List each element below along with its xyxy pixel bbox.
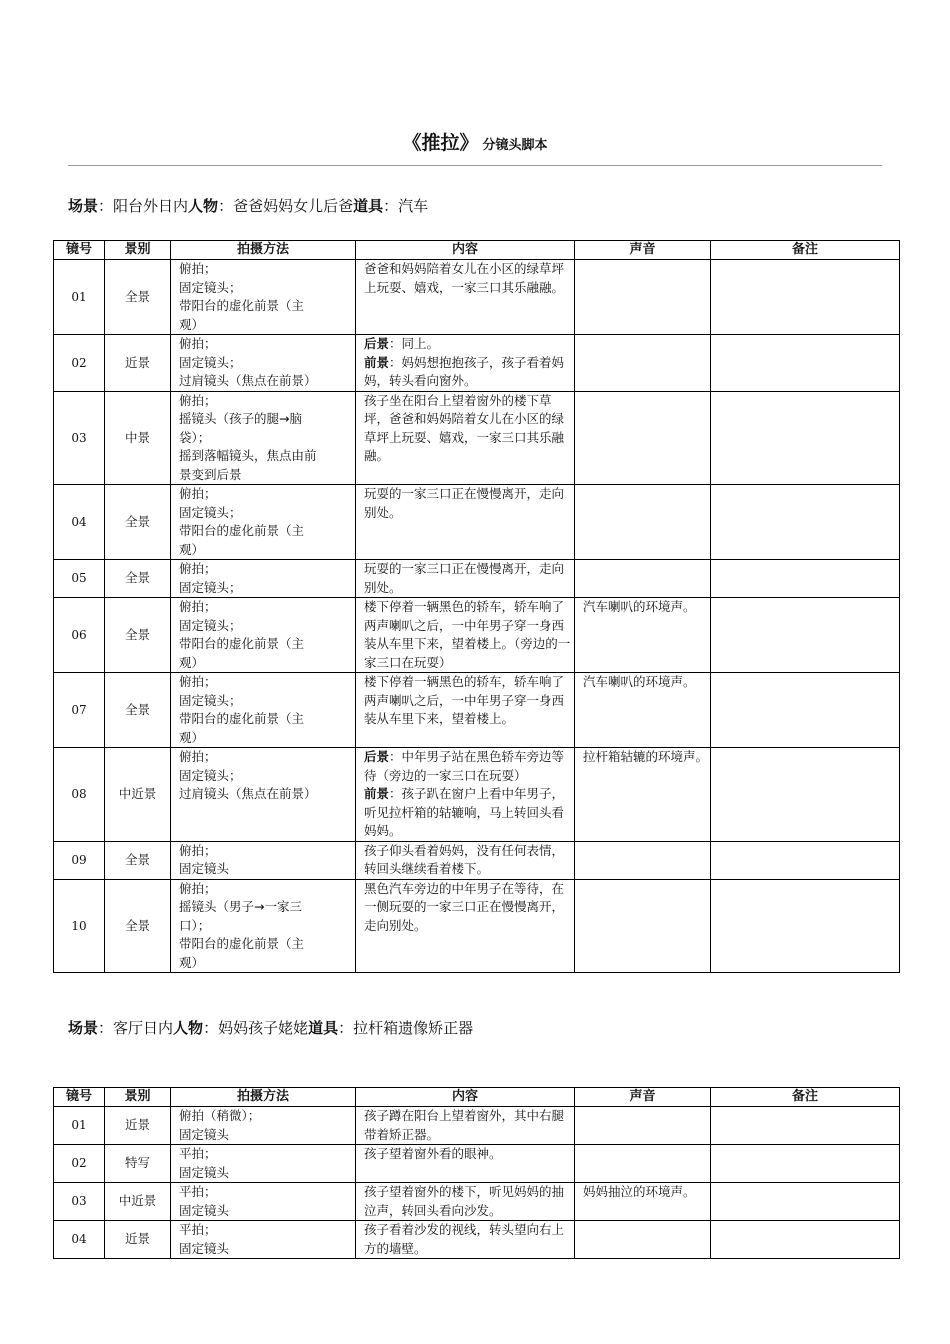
method-line: 观） (179, 954, 205, 970)
column-header: 内容 (356, 1088, 575, 1107)
shooting-method (171, 841, 356, 879)
shooting-method (171, 1221, 356, 1259)
shot-note (711, 391, 900, 485)
content-paragraph (364, 598, 572, 672)
method-line: 固定镜头 (179, 1240, 230, 1256)
shot-type: 全景 (105, 841, 171, 879)
content-text: 爸爸和妈妈陪着女儿在小区的绿草坪上玩耍、嬉戏，一家三口其乐融融。 (364, 261, 565, 295)
column-header: 声音 (575, 1088, 711, 1107)
method-line: 观） (179, 541, 205, 557)
props-sep: ： (383, 197, 399, 215)
shot-type: 中景 (105, 391, 171, 485)
table-row (54, 260, 900, 335)
table-row (54, 1221, 900, 1259)
shooting-method (171, 1183, 356, 1221)
shot-number: 04 (54, 485, 105, 560)
method-line: 固定镜头； (179, 617, 242, 633)
method-line: 俯拍； (179, 392, 217, 408)
method-line: 平拍； (179, 1222, 217, 1237)
table-row (54, 335, 900, 392)
shot-number: 03 (54, 391, 105, 485)
method-line: 过肩镜头（焦点在前景） (179, 786, 317, 801)
shot-content (356, 748, 575, 842)
people-label: 人物 (188, 197, 219, 215)
title-sub: 分镜头脚本 (482, 138, 548, 153)
column-header: 备注 (711, 1088, 900, 1107)
shot-number: 07 (54, 673, 105, 748)
content-text: 孩子望着窗外看的眼神。 (364, 1146, 502, 1161)
column-header: 镜号 (54, 241, 105, 260)
shooting-method (171, 598, 356, 673)
shot-content (356, 1221, 575, 1259)
content-paragraph (364, 842, 572, 879)
content-label: 前景 (364, 786, 390, 801)
shot-sound: 拉杆箱轱辘的环境声。 (575, 748, 711, 842)
shot-content (356, 260, 575, 335)
content-label: 后景 (364, 749, 390, 764)
table-row (54, 748, 900, 842)
shot-type: 全景 (105, 560, 171, 598)
content-paragraph (364, 673, 572, 729)
method-line: 俯拍（稍微）； (179, 1108, 261, 1123)
shot-note (711, 260, 900, 335)
shot-content (356, 598, 575, 673)
shot-number: 04 (54, 1221, 105, 1259)
method-line: 固定镜头 (179, 1126, 230, 1142)
shot-table-1 (53, 240, 900, 973)
shot-note (711, 1183, 900, 1221)
content-paragraph (364, 560, 572, 597)
people-label: 人物 (173, 1019, 204, 1037)
shot-type: 近景 (105, 335, 171, 392)
shot-sound (575, 879, 711, 973)
method-line: 俯拍； (179, 880, 217, 896)
content-label: 后景 (364, 336, 390, 351)
method-line: 带阳台的虚化前景（主 (179, 298, 305, 313)
column-header: 景别 (105, 241, 171, 260)
column-header: 内容 (356, 241, 575, 260)
shot-type: 特写 (105, 1145, 171, 1183)
method-line: 带阳台的虚化前景（主 (179, 711, 305, 726)
shooting-method (171, 673, 356, 748)
scene-sep: ： (98, 1019, 114, 1037)
method-line: 带阳台的虚化前景（主 (179, 936, 305, 951)
column-header: 拍摄方法 (171, 241, 356, 260)
shot-table-2 (53, 1087, 900, 1259)
shot-sound (575, 1145, 711, 1183)
method-line: 平拍； (179, 1146, 217, 1161)
shooting-method (171, 1145, 356, 1183)
shot-type: 中近景 (105, 748, 171, 842)
method-line: 摇镜头（孩子的腿→脑 (179, 411, 302, 426)
content-text: 孩子看着沙发的视线，转头望向右上方的墙壁。 (364, 1222, 565, 1256)
shot-number: 02 (54, 335, 105, 392)
props-sep: ： (338, 1019, 354, 1037)
shot-type: 全景 (105, 673, 171, 748)
method-line: 固定镜头 (179, 1202, 230, 1218)
shot-note (711, 673, 900, 748)
table-row (54, 560, 900, 598)
method-line: 固定镜头； (179, 692, 242, 708)
shot-note (711, 560, 900, 598)
shooting-method (171, 748, 356, 842)
shot-type: 近景 (105, 1107, 171, 1145)
content-paragraph (364, 485, 572, 522)
people-sep: ： (203, 1019, 219, 1037)
shot-content (356, 673, 575, 748)
props-label: 道具 (353, 197, 384, 215)
method-line: 俯拍； (179, 674, 217, 689)
column-header: 备注 (711, 241, 900, 260)
props-label: 道具 (308, 1019, 339, 1037)
shot-content (356, 391, 575, 485)
method-line: 观） (179, 316, 205, 332)
people-sep: ： (218, 197, 234, 215)
shot-number: 08 (54, 748, 105, 842)
shot-sound (575, 485, 711, 560)
method-line: 观） (179, 729, 205, 745)
shot-sound (575, 1221, 711, 1259)
method-line: 口）； (179, 917, 211, 933)
shot-note (711, 879, 900, 973)
scene-label: 场景 (68, 197, 99, 215)
shot-sound (575, 1107, 711, 1145)
method-line: 固定镜头 (179, 1164, 230, 1180)
column-header: 声音 (575, 241, 711, 260)
table-header-row (54, 241, 900, 260)
shot-number: 02 (54, 1145, 105, 1183)
method-line: 袋）； (179, 429, 211, 445)
scene-label: 场景 (68, 1019, 99, 1037)
shot-content (356, 335, 575, 392)
content-text: 孩子蹲在阳台上望着窗外，其中右腿带着矫正器。 (364, 1108, 565, 1142)
content-paragraph (364, 1183, 572, 1220)
content-paragraph (364, 1221, 572, 1258)
method-line: 固定镜头； (179, 279, 242, 295)
shot-number: 06 (54, 598, 105, 673)
scene-value: 阳台外日内 (113, 197, 189, 215)
table-row (54, 598, 900, 673)
shot-number: 09 (54, 841, 105, 879)
shot-note (711, 485, 900, 560)
content-text: 玩耍的一家三口正在慢慢离开，走向别处。 (364, 486, 565, 520)
table-row (54, 391, 900, 485)
shot-sound: 妈妈抽泣的环境声。 (575, 1183, 711, 1221)
shot-content (356, 1107, 575, 1145)
table-row (54, 879, 900, 973)
content-paragraph (364, 748, 572, 785)
method-line: 俯拍； (179, 486, 217, 501)
shot-type: 中近景 (105, 1183, 171, 1221)
column-header: 拍摄方法 (171, 1088, 356, 1107)
content-paragraph (364, 785, 572, 841)
shot-type: 全景 (105, 879, 171, 973)
title-main: 《推拉》 (402, 132, 479, 154)
shot-sound (575, 841, 711, 879)
shot-note (711, 748, 900, 842)
shot-content (356, 1183, 575, 1221)
method-line: 观） (179, 654, 205, 670)
shot-note (711, 335, 900, 392)
shooting-method (171, 485, 356, 560)
table-row (54, 673, 900, 748)
content-text: 孩子坐在阳台上望着窗外的楼下草坪，爸爸和妈妈陪着女儿在小区的绿草坪上玩耍、嬉戏，一家三口其乐融融。 (364, 392, 565, 463)
method-line: 摇镜头（男子→一家三 (179, 899, 302, 914)
title-divider (68, 165, 882, 166)
content-paragraph (364, 335, 572, 354)
shooting-method (171, 560, 356, 598)
content-label: 前景 (364, 354, 390, 370)
method-line: 固定镜头； (179, 767, 242, 783)
content-paragraph (364, 260, 572, 297)
shooting-method (171, 260, 356, 335)
content-text: ：同上。 (389, 336, 440, 351)
shot-content (356, 1145, 575, 1183)
column-header: 镜号 (54, 1088, 105, 1107)
document-title (0, 128, 950, 155)
shot-sound (575, 335, 711, 392)
scene-value: 客厅日内 (113, 1019, 174, 1037)
shot-sound (575, 260, 711, 335)
shot-sound: 汽车喇叭的环境声。 (575, 673, 711, 748)
method-line: 摇到落幅镜头，焦点由前 (179, 448, 317, 463)
shot-type: 近景 (105, 1221, 171, 1259)
shot-note (711, 1145, 900, 1183)
column-header: 景别 (105, 1088, 171, 1107)
content-text: 楼下停着一辆黑色的轿车，轿车响了两声喇叭之后，一中年男子穿一身西装从车里下来，望着楼上。（旁边的一家三口在玩耍） (364, 599, 571, 670)
shot-note (711, 598, 900, 673)
shot-number: 05 (54, 560, 105, 598)
table-header-row (54, 1088, 900, 1107)
scene-info-1 (68, 195, 428, 216)
shot-content (356, 560, 575, 598)
props-value: 拉杆箱遗像矫正器 (353, 1019, 474, 1037)
method-line: 过肩镜头（焦点在前景） (179, 373, 317, 388)
method-line: 俯拍； (179, 561, 217, 576)
scene-info-2 (68, 1017, 473, 1038)
table-row (54, 485, 900, 560)
table-row (54, 1107, 900, 1145)
shot-number: 10 (54, 879, 105, 973)
shot-type: 全景 (105, 485, 171, 560)
shooting-method (171, 391, 356, 485)
shooting-method (171, 335, 356, 392)
content-paragraph (364, 1145, 572, 1164)
shot-content (356, 485, 575, 560)
content-text: ：中年男子站在黑色轿车旁边等待（旁边的一家三口在玩耍） (364, 749, 565, 783)
method-line: 俯拍； (179, 599, 217, 614)
method-line: 景变到后景 (179, 466, 242, 482)
shot-sound (575, 560, 711, 598)
method-line: 俯拍； (179, 336, 217, 351)
shot-note (711, 841, 900, 879)
method-line: 带阳台的虚化前景（主 (179, 636, 305, 651)
content-paragraph (364, 1107, 572, 1144)
content-text: 玩耍的一家三口正在慢慢离开，走向别处。 (364, 561, 565, 595)
content-text: ：妈妈想抱抱孩子，孩子看着妈妈，转头看向窗外。 (364, 354, 565, 388)
content-text: 孩子望着窗外的楼下，听见妈妈的抽泣声，转回头看向沙发。 (364, 1184, 565, 1218)
method-line: 俯拍； (179, 842, 217, 858)
method-line: 固定镜头； (179, 579, 242, 595)
content-text: 孩子仰头看着妈妈，没有任何表情，转回头继续看着楼下。 (364, 842, 565, 876)
shot-content (356, 879, 575, 973)
content-paragraph (364, 354, 572, 391)
shooting-method (171, 879, 356, 973)
shot-note (711, 1107, 900, 1145)
content-paragraph (364, 880, 572, 936)
method-line: 平拍； (179, 1184, 217, 1199)
shot-note (711, 1221, 900, 1259)
table-row (54, 1145, 900, 1183)
method-line: 俯拍； (179, 261, 217, 276)
table-row (54, 841, 900, 879)
shot-sound (575, 391, 711, 485)
shot-type: 全景 (105, 598, 171, 673)
shooting-method (171, 1107, 356, 1145)
shot-sound: 汽车喇叭的环境声。 (575, 598, 711, 673)
shot-type: 全景 (105, 260, 171, 335)
people-value: 妈妈孩子姥姥 (218, 1019, 309, 1037)
table-row (54, 1183, 900, 1221)
method-line: 固定镜头 (179, 861, 230, 876)
shot-number: 01 (54, 260, 105, 335)
method-line: 俯拍； (179, 749, 217, 764)
shot-content (356, 841, 575, 879)
method-line: 固定镜头； (179, 354, 242, 370)
method-line: 带阳台的虚化前景（主 (179, 523, 305, 538)
shot-number: 01 (54, 1107, 105, 1145)
props-value: 汽车 (398, 197, 429, 215)
method-line: 固定镜头； (179, 504, 242, 520)
shot-number: 03 (54, 1183, 105, 1221)
content-text: 黑色汽车旁边的中年男子在等待，在一侧玩耍的一家三口正在慢慢离开，走向别处。 (364, 880, 565, 933)
content-text: 楼下停着一辆黑色的轿车，轿车响了两声喇叭之后，一中年男子穿一身西装从车里下来，望着楼上。 (364, 674, 565, 726)
content-paragraph (364, 392, 572, 466)
people-value: 爸爸妈妈女儿后爸 (233, 197, 354, 215)
content-text: ：孩子趴在窗户上看中年男子，听见拉杆箱的轱辘响，马上转回头看妈妈。 (364, 786, 565, 838)
scene-sep: ： (98, 197, 114, 215)
